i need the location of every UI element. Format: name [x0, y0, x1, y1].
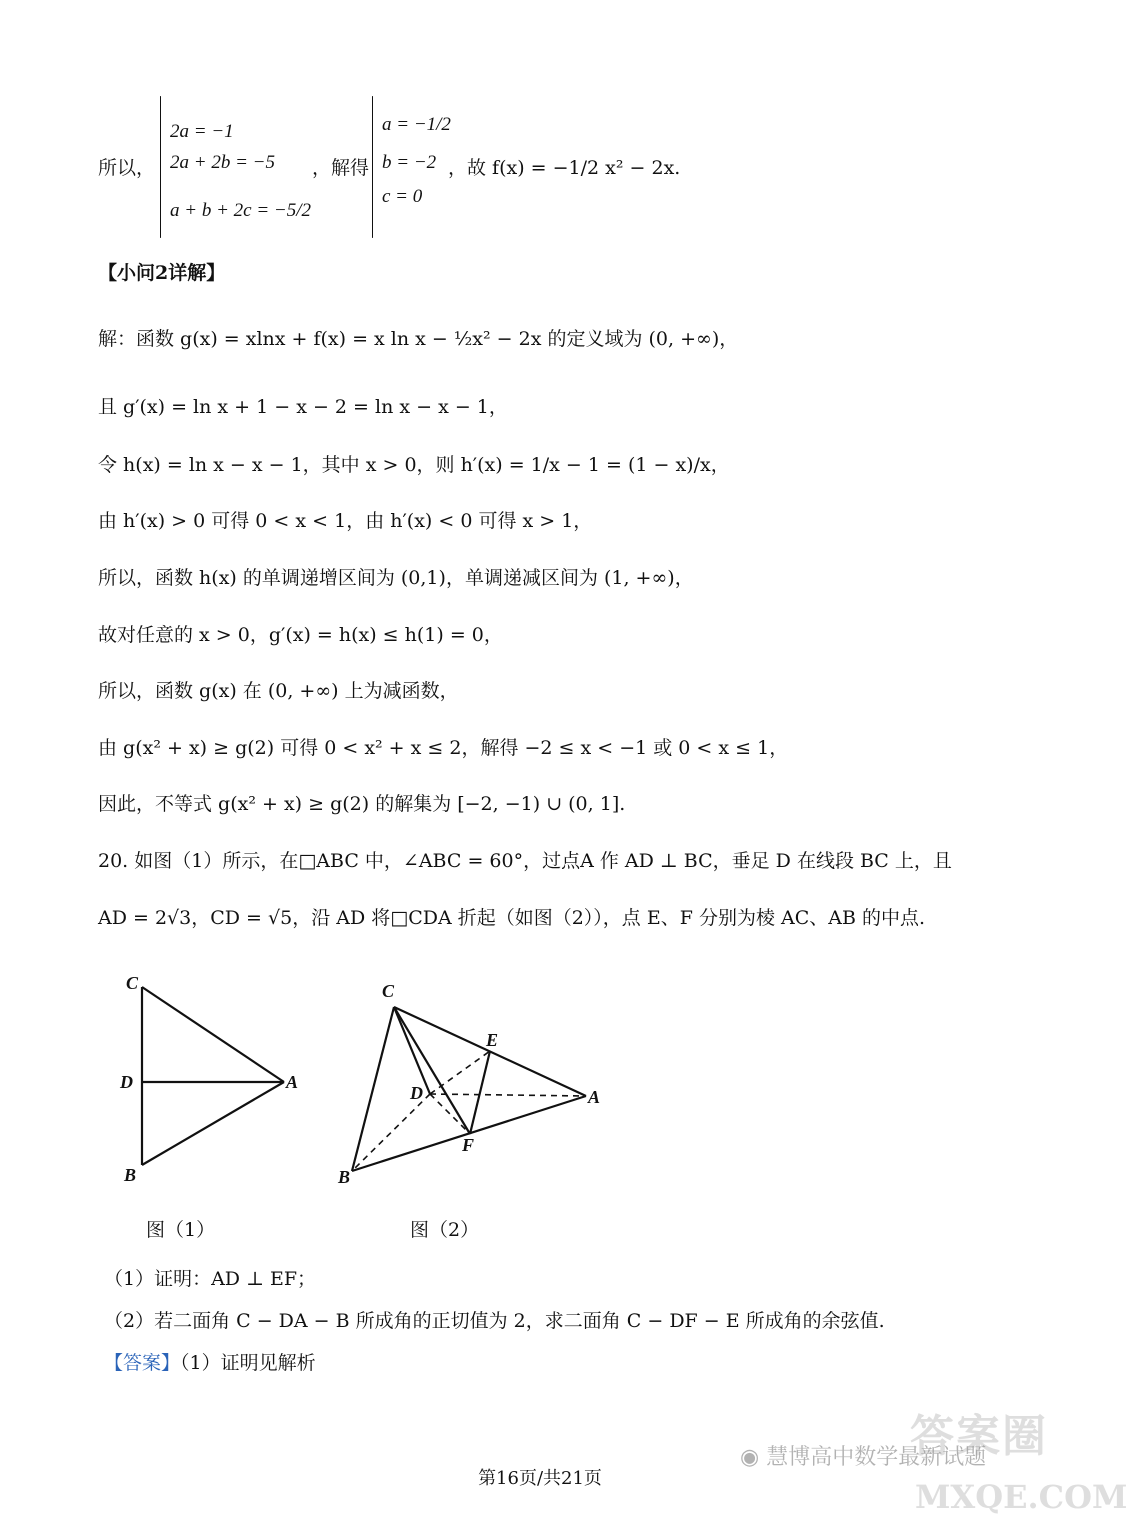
fig2-label-e: E: [486, 1030, 499, 1050]
sys1-row-3: a + b + 2c = −5/2: [170, 200, 311, 221]
question-1: （1）证明：AD ⊥ EF；: [104, 1268, 317, 1290]
fig2-label-b: B: [338, 1167, 351, 1187]
figure-1: [112, 965, 312, 1195]
wechat-icon: ◉: [740, 1445, 760, 1470]
solution-line-5: 由 h′(x) > 0 可得 0 < x < 1，由 h′(x) < 0 可得 x > 1，: [98, 510, 593, 532]
sys2-row-1: a = −1/2: [382, 114, 451, 135]
fig2-segment-ef: [470, 1051, 490, 1134]
fig2-label-c: C: [382, 981, 395, 1001]
line1-prefix: 所以，: [98, 157, 156, 179]
sys1-row-2: 2a + 2b = −5: [170, 152, 275, 173]
solution-line-6: 所以，函数 h(x) 的单调递增区间为 (0,1)，单调递减区间为 (1, +∞)，: [98, 567, 694, 589]
solution-line-9: 由 g(x² + x) ≥ g(2) 可得 0 < x² + x ≤ 2，解得 −2 ≤ x < −1 或 0 < x ≤ 1，: [98, 737, 789, 759]
fig1-label-d: D: [120, 1072, 133, 1092]
page-footer: 第16页/共21页: [478, 1468, 602, 1489]
figure-2: [330, 975, 610, 1190]
fig1-label-c: C: [126, 973, 139, 993]
watermark-logo-top: 答案圈: [910, 1411, 1048, 1462]
question-2: （2）若二面角 C − DA − B 所成角的正切值为 2，求二面角 C − DF − E 所成角的余弦值.: [104, 1310, 885, 1332]
figure-1-caption: 图（1）: [146, 1219, 216, 1241]
problem20-line-2: AD = 2√3，CD = √5，沿 AD 将□CDA 折起（如图（2）），点 E、F 分别为棱 AC、AB 的中点.: [98, 907, 926, 929]
fig2-label-f: F: [462, 1135, 475, 1155]
sys1-row-1: 2a = −1: [170, 121, 234, 142]
fig1-label-b: B: [124, 1165, 137, 1185]
watermark-logo-bottom: MXQE.COM: [915, 1478, 1127, 1516]
solution-line-10: 因此，不等式 g(x² + x) ≥ g(2) 的解集为 [−2, −1) ∪ (0, 1].: [98, 793, 626, 815]
fig2-label-d: D: [410, 1083, 423, 1103]
solution-line-8: 所以，函数 g(x) 在 (0, +∞) 上为减函数，: [98, 680, 459, 702]
fig2-segment-cf: [394, 1007, 470, 1134]
solution-line-4: 令 h(x) = ln x − x − 1，其中 x > 0，则 h′(x) = 1/x − 1 = (1 − x)/x，: [98, 454, 730, 476]
solution-line-2: 解：函数 g(x) = xlnx + f(x) = x ln x − ½x² − 2x 的定义域为 (0, +∞)，: [98, 328, 739, 350]
problem20-line-1: 20. 如图（1）所示，在□ABC 中，∠ABC = 60°，过点A 作 AD ⊥ BC，垂足 D 在线段 BC 上，且: [98, 850, 952, 872]
section-title: 【小问2详解】: [98, 262, 226, 284]
fig1-label-a: A: [286, 1072, 299, 1092]
fig1-segment-ca: [142, 987, 284, 1082]
solution-line-7: 故对任意的 x > 0，g′(x) = h(x) ≤ h(1) = 0，: [98, 624, 503, 646]
line1-suffix: ，故 f(x) = −1/2 x² − 2x.: [448, 157, 681, 179]
sys2-row-3: c = 0: [382, 186, 423, 207]
fig2-dashed-da: [430, 1094, 586, 1096]
answer-tag: 【答案】: [104, 1352, 181, 1374]
left-brace-2: [372, 96, 373, 238]
solution-line-1: [98, 154, 155, 182]
left-brace-1: [160, 96, 161, 238]
solution-line-3: 且 g′(x) = ln x + 1 − x − 2 = ln x − x − 1，: [98, 396, 508, 418]
fig2-segment-cb: [352, 1007, 394, 1171]
figure-2-caption: 图（2）: [410, 1219, 480, 1241]
answer-line: [104, 1349, 316, 1377]
line1-mid: ，解得: [312, 157, 370, 179]
wechat-watermark-text: 慧博高中数学最新试题: [766, 1445, 987, 1470]
fig2-label-a: A: [588, 1087, 601, 1107]
sys2-row-2: b = −2: [382, 152, 437, 173]
answer-text: （1）证明见解析: [180, 1352, 316, 1374]
fig1-segment-ba: [142, 1082, 284, 1165]
